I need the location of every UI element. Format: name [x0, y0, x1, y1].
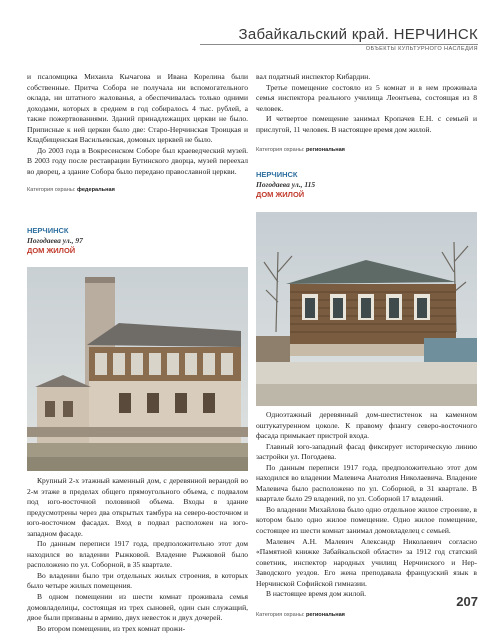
paragraph: Малевич А.Н. Малевич Александр Николаевич согласно «Памятной книжке Забайкальской области» за 1912 год статский советник, инспектор народных училищ Нерчинского и Нер-Заводского уездов. Его жена преподавала французский язык в Нерчинской Софийской гимназии.: [256, 536, 477, 588]
item-place: НЕРЧИНСК: [27, 226, 69, 235]
protection-category: [256, 610, 477, 621]
item1-text: [27, 476, 248, 634]
paragraph: и псаломщика Михаила Кычагова и Ивана Корелина были собственные. Притча Собора не получала ни вспомогательного оклада, ни штатного жалованья, а обеспечивалась только одними доходами, которых в среднем в год собиралось 4 тыс. рублей, а также пожертвованиями. Зданий принадлежащих церкви не было. Приписные к ней церкви было две: Старо-Нерчинская Троицкая и Кладбищенская Васильевская, домовых церквей не было.: [27, 72, 248, 145]
right-top-text: [256, 72, 477, 156]
page-number: 207: [456, 594, 478, 609]
paragraph: Главный юго-западный фасад фиксирует историческую линию застройки ул. Погодаева.: [256, 441, 477, 462]
paragraph: Во владении Михайлова было одно отдельное жилое строение, в котором было одно жилое помещение. Одно жилое помещение, состоящее из шести комнат занимал домовладелец с семьей.: [256, 504, 477, 536]
paragraph: По данным переписи 1917 года, предположительно этот дом находился во владении Рыжковой. Владение Рыжковой было расположено по ул. Соборной, в 35 квартале.: [27, 539, 248, 570]
running-subtitle: ОБЪЕКТЫ КУЛЬТУРНОГО НАСЛЕДИЯ: [365, 46, 478, 52]
photo-wooden-house: [256, 212, 477, 406]
item-name: ДОМ ЖИЛОЙ: [256, 190, 305, 199]
item-street: Погодаева ул., 115: [256, 180, 316, 189]
paragraph: В одном помещении из шести комнат проживала семья домовладелицы, состоящая из трех сыновей, один сын служащий, двое были призваны в армию, двух невесток и двух дочерей.: [27, 592, 248, 623]
paragraph: вал податный инспектор Кибардин.: [256, 72, 371, 81]
house-photo-illustration: [256, 212, 477, 406]
protection-category: [256, 145, 477, 156]
item2-heading: [256, 170, 477, 200]
protection-category: [27, 185, 248, 196]
paragraph: Во втором помещении, из трех комнат прожи-: [37, 623, 186, 633]
photo-stone-house: [27, 267, 248, 471]
item2-text: [256, 410, 477, 620]
category-value: федеральная: [77, 187, 115, 194]
category-value: региональная: [306, 147, 345, 154]
paragraph: Третье помещение состояло из 5 комнат и в нем проживала семья инспектора реального училища Леонтьева, состоящая из 8 человек.: [256, 82, 477, 113]
category-label: Категория охраны:: [256, 611, 305, 618]
item-name: ДОМ ЖИЛОЙ: [27, 246, 76, 255]
paragraph: По данным переписи 1917 года, предположительно этот дом находился во владении Малевича Анатолия Николаевича. Владение Малевича было расположено по ул. Соборной, в 31 квартале. В квартале было 29 владений, по ул. Соборной 17 владений.: [256, 462, 477, 504]
category-label: Категория охраны:: [256, 147, 305, 154]
paragraph: Одноэтажный деревянный дом-шестистенок на каменном оштукатуренном цоколе. К правому флангу северо-восточного фасада примыкает пристрой входа.: [256, 410, 477, 441]
header-rule: [200, 44, 478, 45]
left-top-text: [27, 72, 248, 196]
house-photo-illustration: [27, 267, 248, 471]
category-label: Категория охраны:: [27, 187, 76, 194]
item1-heading: [27, 226, 248, 256]
paragraph: В настоящее время дом жилой.: [266, 589, 367, 599]
paragraph: Во владении было три отдельных жилых строения, в которых было четыре жилых помещения.: [27, 570, 248, 591]
item-street: Погодаева ул., 97: [27, 236, 83, 245]
item-place: НЕРЧИНСК: [256, 170, 298, 179]
category-value: региональная: [306, 611, 345, 618]
running-title: Забайкальский край. НЕРЧИНСК: [238, 26, 478, 43]
paragraph: И четвертое помещение занимал Кропачев Е.Н. с семьей и прислугой, 11 человек. В настоящее время дом жилой.: [256, 114, 477, 134]
paragraph: Крупный 2-х этажный каменный дом, с деревянной верандой во 2-м этаже в пределах общего прямоугольного объема, с подвалом под юго-восточной половиной объема. Входы в здание предусмотрены через два открытых тамбура на северо-восточном и юго-восточном фасадах. Вход в подвал расположен на юго-западном фасаде.: [27, 476, 248, 538]
paragraph: До 2003 года в Вокресенском Соборе был краеведческий музей. В 2003 году после реставрации Бутинского дворца, музей переехал во дворец, а здание Собора было передано православной церкви.: [27, 145, 248, 176]
